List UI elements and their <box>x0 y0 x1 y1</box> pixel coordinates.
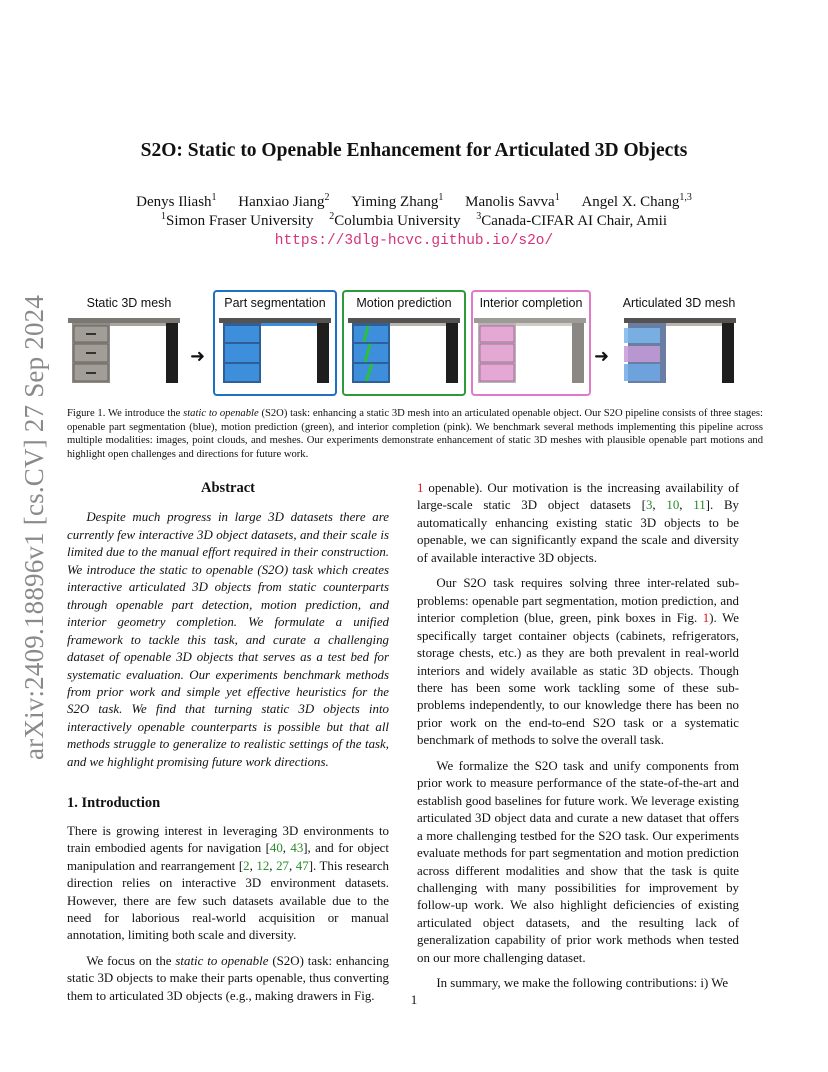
citation-link[interactable]: 12 <box>256 858 270 873</box>
interior-desk-render <box>474 318 586 384</box>
abstract-heading: Abstract <box>201 480 255 496</box>
figure-link[interactable]: 1 <box>417 481 424 495</box>
left-column <box>67 480 389 1005</box>
citation-link[interactable]: 27 <box>276 858 289 873</box>
author: Angel X. Chang$^{1,3}$ <box>581 192 692 210</box>
figure-caption: Figure 1. We introduce the static to openable (S2O) task: enhancing a static 3D mesh into an articulated openable object. Our S2O pipeline consists of three stages: openable part segmentation (blue), motion prediction (green), and interior completion (pink). We benchmark several methods implementing this pipeline across multiple modalities: images, point clouds, and meshes. Our experiments demonstrate enhancement of static 3D meshes with plausible openable part motions and highlight open challenges and directions for future work. <box>67 408 763 461</box>
stage-label-interior-completion: Interior completion <box>479 296 583 310</box>
stage-label-motion-prediction: Motion prediction <box>356 296 452 310</box>
page-number: 1 <box>410 992 418 1007</box>
affiliation: $^3$Canada-CIFAR AI Chair, Amii <box>476 211 668 229</box>
stage-label-articulated-mesh: Articulated 3D mesh <box>622 296 736 310</box>
arrow-right-icon: ➜ <box>594 346 610 367</box>
intro-paragraph: We formalize the S2O task and unify components from prior work to measure performance of the state-of-the-art and establish good baselines for future work. We leverage existing articulated 3D object data and curate a new dataset that offers a more challenging testbed for the S2O task. Our experiments evaluate methods for part segmentation and motion prediction across different modalities and show that the task is quite challenging with many possibilities for improvement by follow-up work. We also highlight deficiencies of existing articulated object datasets, and the resulting lack of generalization capability of prior work methods when tested on our more challenging dataset. <box>417 758 739 965</box>
citation-link[interactable]: 10 <box>666 498 680 513</box>
author: Manolis Savva$^1$ <box>465 192 560 210</box>
stage-label-static-mesh: Static 3D mesh <box>86 296 172 310</box>
intro-paragraph: We focus on the static to openable (S2O) task: enhancing static 3D objects to make their parts openable, thus converting them to articulated 3D objects (e.g., making drawers in Fig. <box>67 953 389 1003</box>
author: Denys Iliash$^1$ <box>136 192 217 210</box>
citation-link[interactable]: 47 <box>295 858 309 873</box>
citation-link[interactable]: 2 <box>243 858 250 873</box>
citation-link[interactable]: 43 <box>290 841 304 856</box>
project-url-link[interactable]: https://3dlg-hcvc.github.io/s2o/ <box>274 233 554 249</box>
citation-link[interactable]: 40 <box>269 841 283 856</box>
intro-paragraph: In summary, we make the following contributions: i) We <box>436 976 729 991</box>
intro-paragraph-continued: 1 openable). Our motivation is the increasing availability of large-scale static 3D object datasets [3, 10, 11]. By automatically enhancing existing static 3D objects to be openable, we can significantly expand the scale and diversity of available interactive 3D objects. <box>417 481 739 565</box>
figure-1 <box>64 288 764 398</box>
abstract-text: Despite much progress in large 3D datasets there are currently few interactive 3D object datasets, and their scale is limited due to the manual effort required in their construction. We introduce the static to openable (S2O) task which creates interactive articulated 3D objects from static counterparts through openable part detection, motion prediction, and interior geometry completion. We formulate a unified framework to tackle this task, and curate a challenging dataset of openable 3D objects that serves as a test bed for systematic evaluation. Our experiments benchmark methods from prior work and simple yet effective heuristics for the S2O task. We find that turning static 3D objects into interactively openable counterparts is possible but that all methods struggle to generalize to realistic settings of the task, and we highlight promising future work directions. <box>67 510 389 769</box>
citation-link[interactable]: 11 <box>693 498 706 513</box>
citation-link[interactable]: 3 <box>645 498 653 513</box>
affiliation-list <box>0 213 828 230</box>
author-list <box>0 194 828 211</box>
segmented-desk-render <box>219 318 331 384</box>
arxiv-identifier: arXiv:2409.18896v1 [cs.CV] 27 Sep 2024 <box>19 294 49 760</box>
right-column <box>417 480 739 1001</box>
section-heading-introduction: 1. Introduction <box>67 795 161 812</box>
author: Yiming Zhang$^1$ <box>351 192 444 210</box>
paper-title: S2O: Static to Openable Enhancement for Articulated 3D Objects <box>140 140 688 161</box>
affiliation: $^1$Simon Fraser University <box>160 211 314 229</box>
articulated-desk-render <box>624 318 736 384</box>
motion-desk-render <box>348 318 460 384</box>
static-desk-render <box>68 318 180 384</box>
intro-paragraph: There is growing interest in leveraging 3D environments to train embodied agents for navigation [40, 43], and for object manipulation and rearrangement [2, 12, 27, 47]. This research direction relies on interactive 3D environment datasets. However, there are few such datasets available due to the need for laborious real-world acquisition or manual annotation, limiting both scale and diversity. <box>67 823 389 943</box>
stage-label-part-segmentation: Part segmentation <box>224 296 326 310</box>
arrow-right-icon: ➜ <box>190 346 206 367</box>
intro-paragraph: Our S2O task requires solving three inter-related sub-problems: openable part segmentation, motion prediction, and interior completion (blue, green, pink boxes in Fig. 1). We specifically target container objects (cabinets, refrigerators, storage chests, etc.) as they are both prevalent in real-world interiors and widely available as static 3D objects. Though there has been some work tackling some of these sub-problems independently, to our knowledge there has been no prior work on the end-to-end S2O task or a systematic benchmark of methods to solve the overall task. <box>417 576 739 748</box>
author: Hanxiao Jiang$^2$ <box>238 192 330 210</box>
affiliation: $^2$Columbia University <box>329 211 461 229</box>
figure-link[interactable]: 1 <box>702 611 710 626</box>
